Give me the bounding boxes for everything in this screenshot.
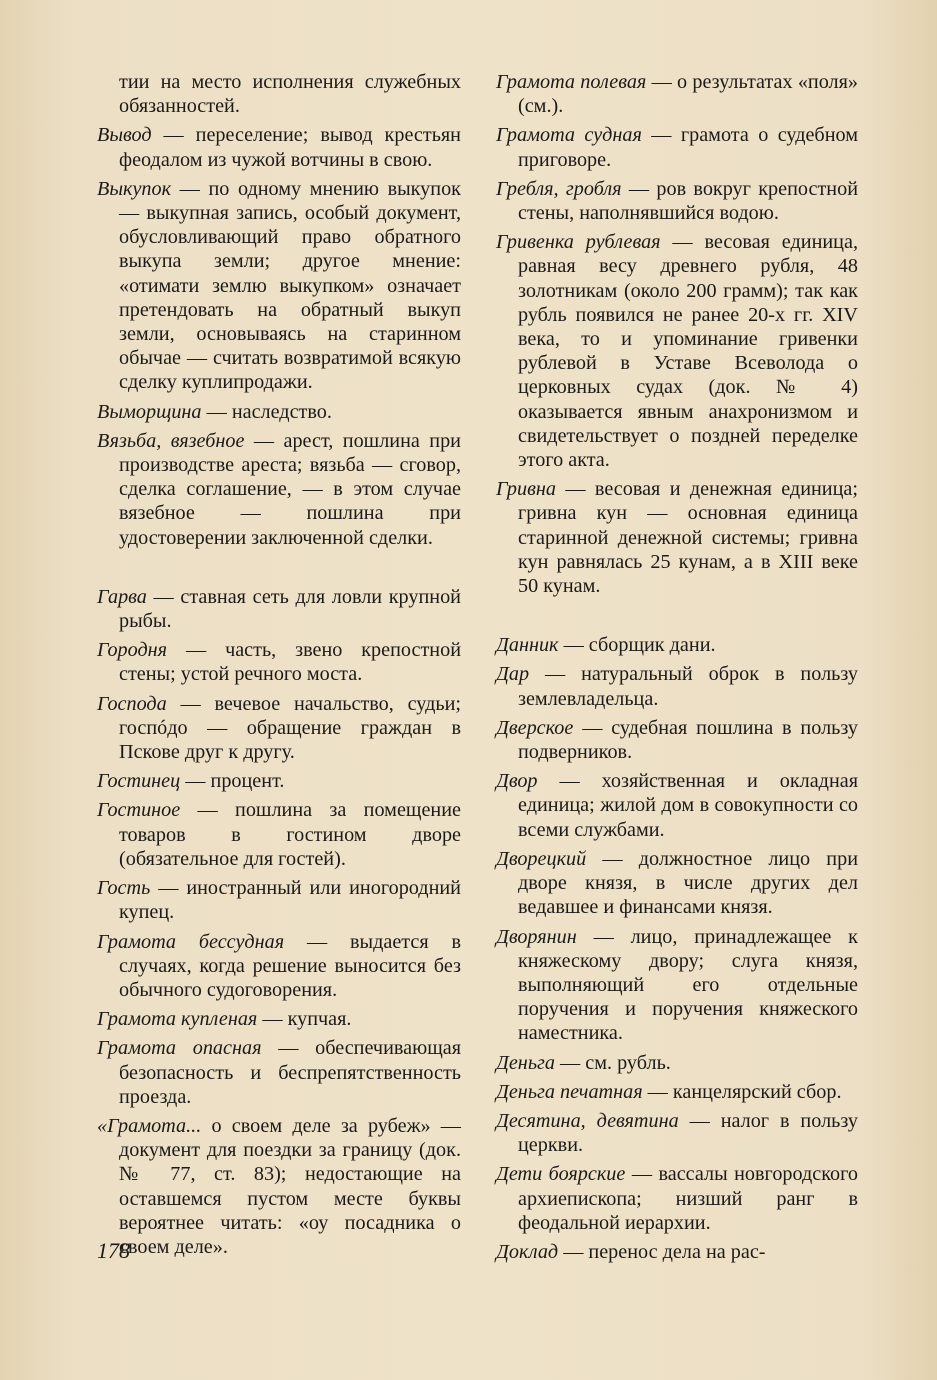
entry-definition: — см. рубль. xyxy=(554,1051,671,1074)
entry-definition: — судебная пошлина в пользу подверников. xyxy=(518,716,858,764)
glossary-entry xyxy=(496,70,858,118)
entry-definition: — перенос дела на рас- xyxy=(558,1240,766,1263)
glossary-entry xyxy=(97,1007,461,1031)
entry-term: Дворецкий xyxy=(496,847,587,870)
glossary-entry xyxy=(496,716,858,764)
entry-term: Грамота купленая xyxy=(97,1008,258,1031)
entry-definition: тии на место исполнения служебных обязанностей. xyxy=(119,71,461,118)
glossary-entry xyxy=(496,769,858,842)
entry-term: Доклад xyxy=(496,1240,559,1263)
glossary-entry xyxy=(97,400,461,424)
glossary-entry xyxy=(97,123,461,171)
glossary-entry xyxy=(496,1109,858,1157)
section-gap xyxy=(97,555,461,585)
entry-definition: — налог в пользу церкви. xyxy=(518,1109,858,1157)
entry-term: Гостиное xyxy=(97,799,181,822)
left-column xyxy=(97,70,461,1264)
glossary-entry xyxy=(97,798,461,871)
entry-term: Дверское xyxy=(496,716,574,739)
glossary-entry xyxy=(97,1114,461,1259)
glossary-entry xyxy=(496,1162,858,1235)
entry-definition: — натуральный оброк в пользу землевладельца. xyxy=(518,663,858,710)
glossary-entry xyxy=(496,1240,858,1264)
entry-term: Гривна xyxy=(496,478,556,501)
entry-term: Двор xyxy=(496,770,538,793)
entry-definition: — по одному мнению выкупок — выкупная запись, особый документ, обусловливающий право обратного выкупа земли; другое мнение: «отимати землю выкупком» означает претендовать на обратный выкуп земли, основываясь на старинном обычае — считать возвратимой всякую сделку куплипродажи. xyxy=(119,177,461,394)
entry-term: Гость xyxy=(97,877,151,900)
glossary-entry xyxy=(97,638,461,686)
entry-term: Данник xyxy=(496,634,559,657)
entry-term: Грамота опасная xyxy=(97,1037,262,1060)
entry-definition: — обеспечивающая безопасность и беспрепятственность проезда. xyxy=(119,1037,461,1108)
entry-term: Гарва xyxy=(97,585,147,608)
entry-term: Дворянин xyxy=(496,925,577,948)
entry-definition: — вечевое начальство, судьи; госпóдо — обращение граждан в Пскове друг к другу. xyxy=(119,692,461,764)
entry-definition: — лицо, принадлежащее к княжескому двору; слуга князя, выполняющий его отдельные поручения и поручения княжеского наместника. xyxy=(518,925,858,1045)
entry-definition: — вассалы новгородского архиепископа; низший ранг в феодальной иерархии. xyxy=(518,1163,859,1234)
entry-definition: — грамота о судебном приговоре. xyxy=(518,124,858,171)
glossary-entry xyxy=(496,477,858,598)
glossary-entry xyxy=(97,177,461,395)
entry-definition: — наследство. xyxy=(201,400,332,423)
entry-definition: о своем деле за рубеж» — документ для поездки за границу (док. № 77, ст. 83); недостающие на оставшемся пустом месте буквы вероятнее читать: «оу посадника о своем деле». xyxy=(119,1114,461,1258)
glossary-entry xyxy=(97,585,461,633)
glossary-entry xyxy=(496,847,858,920)
entry-definition: — должностное лицо при дворе князя, в числе других дел ведавшее и финансами князя. xyxy=(518,847,858,919)
entry-term: Грамота судная xyxy=(496,124,642,147)
entry-term: Гостинец xyxy=(97,770,181,793)
entry-definition: — пошлина за помещение товаров в гостином дворе (обязательное для гостей). xyxy=(119,799,461,870)
entry-term: Вывод xyxy=(97,124,152,147)
entry-definition: — сборщик дани. xyxy=(558,634,716,657)
glossary-entry xyxy=(496,925,858,1046)
glossary-entry xyxy=(97,876,461,924)
entry-term: Вязьба, вязебное xyxy=(97,429,245,452)
entry-term: «Грамота... xyxy=(97,1114,202,1137)
glossary-entry xyxy=(97,930,461,1003)
entry-definition: — ров вокруг крепостной стены, наполнявшийся водою. xyxy=(518,177,858,225)
entry-definition: — иностранный или иногородний купец. xyxy=(119,877,461,924)
glossary-entry xyxy=(97,429,461,550)
entry-term: Дар xyxy=(496,663,530,686)
entry-term: Гребля, гробля xyxy=(496,177,622,200)
entry-definition: — о результатах «поля» (см.). xyxy=(518,71,859,118)
glossary-entry xyxy=(496,177,858,225)
entry-term: Гривенка рублевая xyxy=(496,231,661,254)
glossary-entry xyxy=(496,662,858,710)
glossary-entry xyxy=(496,230,858,472)
entry-definition: — канцелярский сбор. xyxy=(642,1080,842,1103)
entry-term: Деньга xyxy=(496,1051,555,1074)
entry-term: Десятина, девятина xyxy=(496,1109,679,1132)
entry-definition: — весовая и денежная единица; гривна кун — основная единица старинной денежной системы; гривна кун равнялась 25 кунам, а в XIII веке 50 кунам. xyxy=(518,478,858,598)
glossary-entry xyxy=(496,1080,858,1104)
entry-term: Выморщина xyxy=(97,400,202,423)
entry-term: Дети боярские xyxy=(496,1163,626,1186)
entry-term: Деньга печатная xyxy=(496,1080,643,1103)
page-number: 178 xyxy=(97,1238,130,1263)
entry-term: Господа xyxy=(97,692,167,715)
glossary-entry xyxy=(97,692,461,765)
entry-definition: — купчая. xyxy=(257,1008,352,1031)
entry-definition: — хозяйственная и окладная единица; жилой дом в совокупности со всеми службами. xyxy=(518,770,858,841)
right-column xyxy=(496,70,858,1269)
entry-definition: — процент. xyxy=(180,770,285,793)
entry-term: Грамота бессудная xyxy=(97,930,285,953)
glossary-entry xyxy=(97,769,461,793)
entry-term: Выкупок xyxy=(97,177,172,200)
glossary-entry xyxy=(97,70,461,118)
entry-definition: — ставная сеть для ловли крупной рыбы. xyxy=(119,585,461,633)
entry-definition: — арест, пошлина при производстве ареста; вязьба — сговор, сделка соглашение, — в этом случае вязебное — пошлина при удостоверении заключенной сделки. xyxy=(119,429,461,549)
glossary-entry xyxy=(496,633,858,657)
glossary-entry xyxy=(496,1051,858,1075)
entry-definition: — часть, звено крепостной стены; устой речного моста. xyxy=(119,639,461,686)
glossary-entry xyxy=(97,1036,461,1109)
glossary-entry xyxy=(496,123,858,171)
entry-definition: — весовая единица, равная весу древнего рубля, 48 золотникам (около 200 грамм); так как рубль появился не ранее 20-х гг. XIV века, то и упоминание гривенки рублевой в Уставе Всеволода о церковных судах (док. № 4) оказывается явным анахронизмом и свидетельствует о поздней переделке этого акта. xyxy=(518,231,858,472)
entry-term: Грамота полевая xyxy=(496,71,647,93)
entry-definition: — переселение; вывод крестьян феодалом из чужой вотчины в свою. xyxy=(119,124,461,171)
entry-definition: — выдается в случаях, когда решение выносится без обычного судоговорения. xyxy=(119,930,461,1001)
section-gap xyxy=(496,603,858,633)
entry-term: Городня xyxy=(97,639,168,662)
